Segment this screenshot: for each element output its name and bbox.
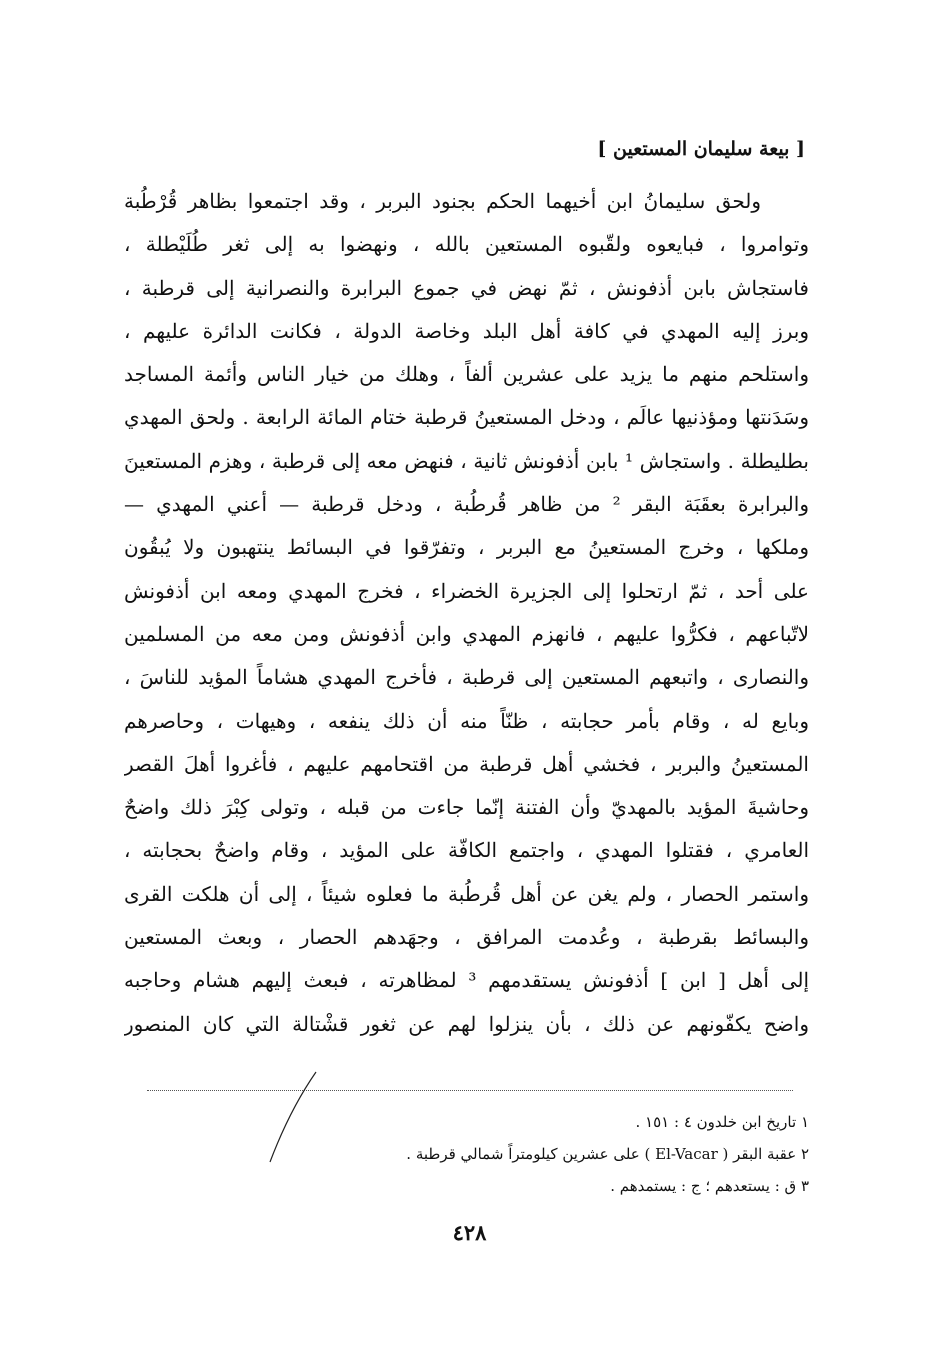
body-line: والبسائط بقرطبة ، وعُدمت المرافق ، وجهَدهم الحصار ، وبعث المستعين xyxy=(124,925,809,950)
body-line: واستمر الحصار ، ولم يغن عن أهل قُرطُبة ما فعلوه شيئاً ، إلى أن هلكت القرى xyxy=(124,881,809,906)
body-line: وملكها ، وخرج المستعينُ مع البربر ، وتفرّقوا في البسائط ينتهبون ولا يُبقُون xyxy=(124,535,809,560)
body-line: وبرز إليه المهدي في كافة أهل البلد وخاصة الدولة ، فكانت الدائرة عليهم ، xyxy=(124,318,809,343)
body-line: وسَدَنتها ومؤذنيها عالَم ، ودخل المستعينُ قرطبة ختام المائة الرابعة . ولحق المهدي xyxy=(124,405,809,430)
body-line: العامري ، فقتلوا المهدي ، واجتمع الكافّة على المؤيد ، وقام واضحٌ بحجابته ، xyxy=(124,838,809,863)
body-line: فاستجاش بابن أذفونش ، ثمّ نهض في جموع البرابرة والنصرانية إلى قرطبة ، xyxy=(124,275,809,300)
footnote: ٢ عقبة البقر ( El-Vacar ) على عشرين كيلومتراً شمالي قرطبة . xyxy=(406,1145,809,1163)
body-line: وحاشيةَ المؤيد بالمهديّ وأن الفتنة إنّما جاءت من قبله ، وتولى كِبْرَ ذلك واضحٌ xyxy=(124,795,809,820)
body-line: بطليطلة . واستجاش ¹ بابن أذفونش ثانية ، فنهض معه إلى قرطبة ، وهزم المستعينَ xyxy=(124,448,809,473)
body-line: على أحد ، ثمّ ارتحلوا إلى الجزيرة الخضراء ، فخرج المهدي ومعه ابن أذفونش xyxy=(124,578,809,603)
page-number: ٤٢٨ xyxy=(452,1220,487,1245)
body-line: ولحق سليمانُ ابن أخيهما الحكم بجنود البربر ، وقد اجتمعوا بظاهر قُرْطُبة xyxy=(124,189,761,213)
body-line: واضح يكفّونهم عن ذلك ، بأن ينزلوا لهم عن ثغور قشْتالة التي كان المنصور xyxy=(124,1011,809,1036)
body-line: والنصارى ، واتبعهم المستعين إلى قرطبة ، فأخرج المهدي هشاماً المؤيد للناسَ ، xyxy=(124,665,809,690)
body-line: إلى أهل [ ابن ] أذفونش يستقدمهم ³ لمظاهرته ، فبعث إليهم هشام وحاجبه xyxy=(124,968,809,993)
footnote: ١ تاريخ ابن خلدون ٤ : ١٥١ . xyxy=(635,1113,809,1131)
body-line: وتوامروا ، فبايعوه ولقّبوه المستعين بالله ، ونهضوا به إلى ثغر طُلَيْطلة ، xyxy=(124,232,809,257)
body-line: المستعينُ والبربر ، فخشي أهل قرطبة من اقتحامهم عليهم ، فأغروا أهلَ القصر xyxy=(124,751,809,776)
running-head: [ بيعة سليمان المستعين ] xyxy=(597,138,805,160)
body-line: وبايع له ، وقام بأمر حجابته ، ظنّاً منه أن ذلك ينفعه ، وهيهات ، وحاصرهم xyxy=(124,708,809,733)
body-line: واستلحم منهم ما يزيد على عشرين ألفاً ، وهلك من خيار الناس وأئمة المساجد xyxy=(124,362,809,387)
footnote: ٣ ق : يستعدهم ؛ ج : يستمدهم . xyxy=(610,1177,809,1195)
body-line: لاتّباعهم ، فكرُّوا عليهم ، فانهزم المهدي وابن أذفونش ومن معه من المسلمين xyxy=(124,621,809,646)
body-line: والبرابرة بعقَبَة البقر ² من ظاهر قُرطُبة ، ودخل قرطبة — أعني المهدي — xyxy=(124,492,809,517)
